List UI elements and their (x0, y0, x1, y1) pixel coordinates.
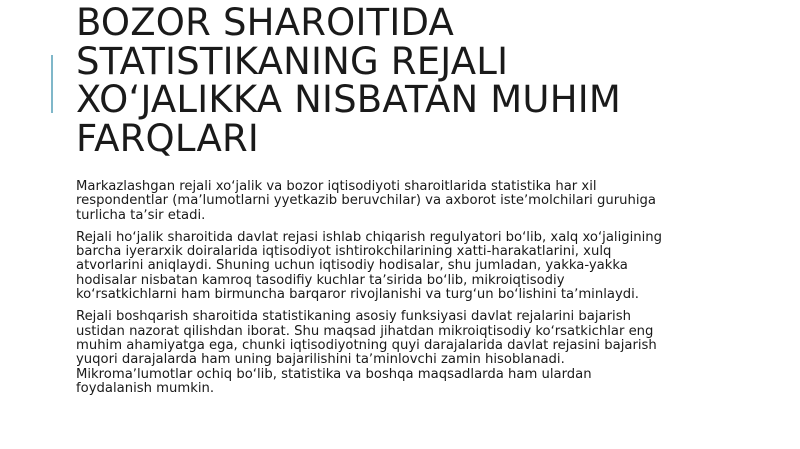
slide-title (76, 1, 766, 160)
text-line: hodisalar nisbatan kamroq tasodifiy kuchlar taʼsirida boʻlib, mikroiqtisodiy (76, 272, 565, 288)
text-line: yuqori darajalarda ham uning bajarilishini taʼminlovchi zamin hisoblanadi. (76, 352, 565, 368)
text-line: Rejali hoʻjalik sharoitida davlat rejasi ishlab chiqarish regulyatori boʻlib, xalq xoʻjaligining (76, 229, 663, 245)
text-line: Rejali boshqarish sharoitida statistikaning asosiy funksiyasi davlat rejalarini bajarish (76, 309, 631, 325)
text-line: foydalanish mumkin. (76, 380, 215, 396)
title-line: FARQLARI (76, 116, 260, 160)
text-line: atvorlarini aniqlaydi. Shuning uchun iqtisodiy hodisalar, shu jumladan, yakka-yakka (76, 258, 628, 274)
slide-body (76, 180, 716, 404)
paragraph-1 (76, 180, 716, 223)
text-line: respondentlar (maʼlumotlarni yyetkazib beruvchilar) va axborot isteʼmolchilari guruhiga (76, 193, 657, 209)
text-line: barcha iyerarxik doiralarida iqtisodiyot ishtirokchilarining xatti-harakatlarini, xulq (76, 244, 612, 260)
paragraph-2 (76, 231, 716, 302)
text-line: Mikromaʼlumotlar ochiq boʻlib, statistika va boshqa maqsadlarda ham ulardan (76, 366, 592, 382)
accent-bar (51, 55, 53, 113)
text-line: muhim ahamiyatga ega, chunki iqtisodiyotning quyi darajalarida davlat rejasini bajarish (76, 337, 657, 353)
title-line: STATISTIKANING REJALI (76, 39, 509, 83)
title-line: BOZOR SHAROITIDA (76, 1, 455, 44)
title-line: XOʻJALIKKA NISBATAN MUHIM (76, 78, 621, 121)
text-line: Markazlashgan rejali xoʻjalik va bozor iqtisodiyoti sharoitlarida statistika har xil (76, 179, 597, 194)
text-line: koʻrsatkichlarni ham birmuncha barqaror rivojlanishi va turgʻun boʻlishini taʼminlaydi. (76, 287, 639, 303)
text-line: ustidan nazorat qilishdan iborat. Shu maqsad jihatdan mikroiqtisodiy koʻrsatkichlar eng (76, 323, 654, 339)
paragraph-3 (76, 310, 716, 396)
text-line: turlicha taʼsir etadi. (76, 207, 206, 223)
